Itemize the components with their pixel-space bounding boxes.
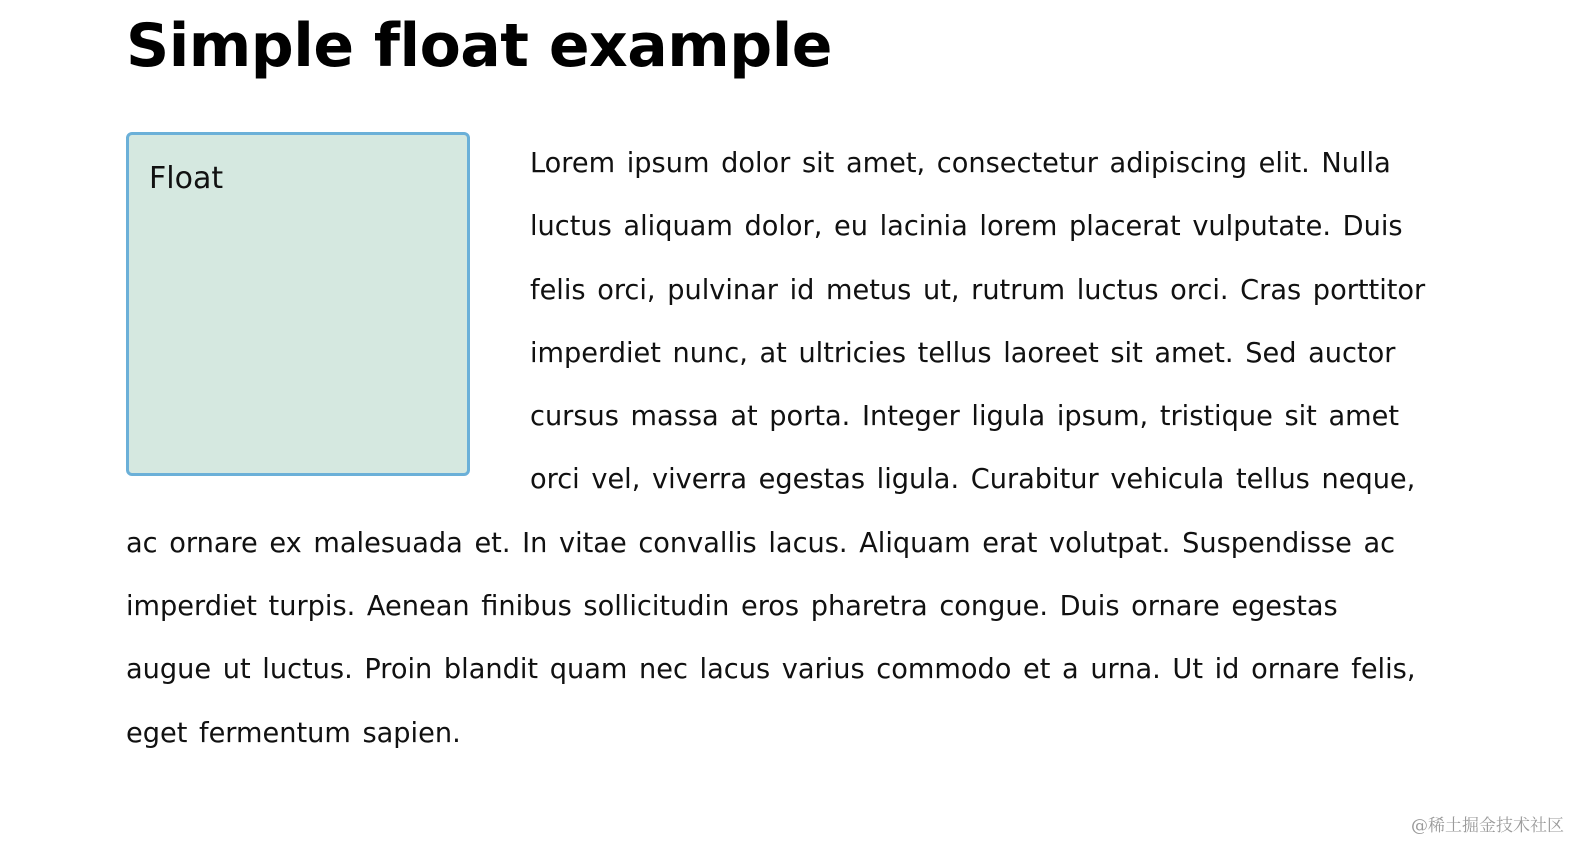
- body-paragraph: Lorem ipsum dolor sit amet, consectetur adipiscing elit. Nulla luctus aliquam dolor, eu lacinia lorem placerat vulputate. Duis felis orci, pulvinar id metus ut, rutrum luctus orci. Cras porttitor imperdiet nunc, at ultricies tellus laoreet sit amet. Sed auctor cursus massa at porta. Integer ligula ipsum, tristique sit amet orci vel, viverra egestas ligula. Curabitur vehicula tellus neque, ac ornare ex malesuada et. In vitae convallis lacus. Aliquam erat volutpat. Suspendisse ac imperdiet turpis. Aenean finibus sollicitudin eros pharetra congue. Duis ornare egestas augue ut luctus. Proin blandit quam nec lacus varius commodo et a urna. Ut id ornare felis, eget fermentum sapien.: [126, 148, 1426, 749]
- float-box: [126, 132, 470, 476]
- watermark: @稀土掘金技术社区: [1411, 816, 1564, 836]
- content-area: [126, 132, 1426, 765]
- float-label: Float: [149, 161, 224, 196]
- page-title: Simple float example: [126, 11, 832, 81]
- page-container: [126, 0, 1426, 765]
